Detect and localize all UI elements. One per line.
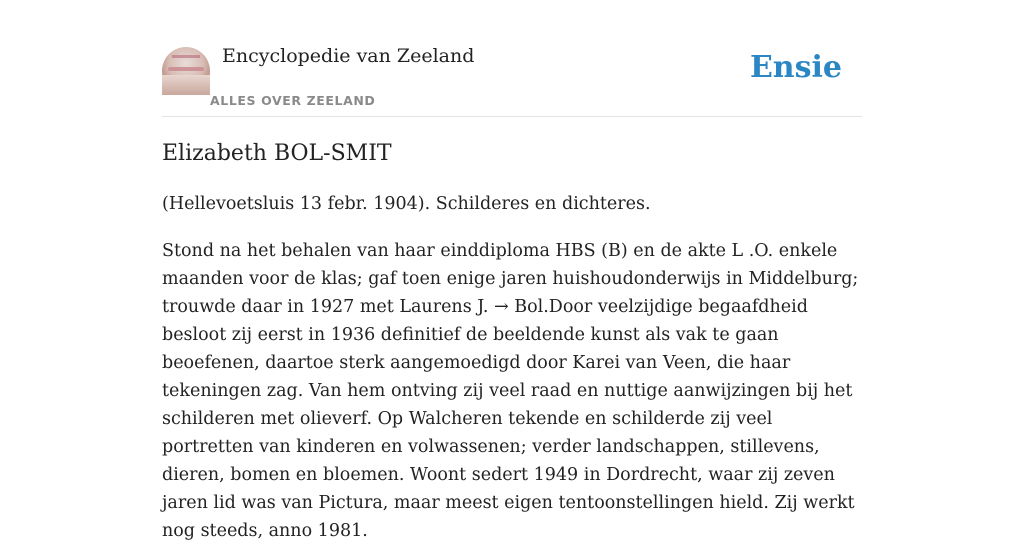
avatar-detail xyxy=(162,75,210,95)
article-body: Stond na het behalen van haar einddiploma HBS (B) en de akte L .O. enkele maanden voor de klas; gaf toen enige jaren huishoudonderwijs in Middelburg; trouwde daar in 1927 met Laurens J. → Bol.Door veelzijdige begaafdheid besloot zij eerst in 1936 definitief de beeldende kunst als vak te gaan beoefenen, daartoe sterk aangemoedigd door Karei van Veen, die haar tekeningen zag. Van hem ontving zij veel raad en nuttige aanwijzingen bij het schilderen met olieverf. Op Walcheren tekende en schilderde zij veel portretten van kinderen en volwassenen; verder landschappen, stillevens, dieren, bomen en bloemen. Woont sedert 1949 in Dordrecht, waar zij zeven jaren lid was van Pictura, maar meest eigen tentoonstellingen hield. Zij werkt nog steeds, anno 1981. xyxy=(162,241,859,541)
avatar-detail xyxy=(172,55,200,58)
avatar-detail xyxy=(168,67,204,71)
article-title: Elizabeth BOL-SMIT xyxy=(162,141,392,166)
article xyxy=(162,116,862,545)
site-subtitle: ALLES OVER ZEELAND xyxy=(210,93,376,108)
site-logo-avatar[interactable] xyxy=(162,47,210,95)
article-intro: (Hellevoetsluis 13 febr. 1904). Schilderes en dichteres. xyxy=(162,194,651,214)
site-title[interactable]: Encyclopedie van Zeeland xyxy=(222,45,475,67)
ensie-brand-logo[interactable]: Ensie xyxy=(749,50,842,85)
site-header xyxy=(162,0,862,117)
